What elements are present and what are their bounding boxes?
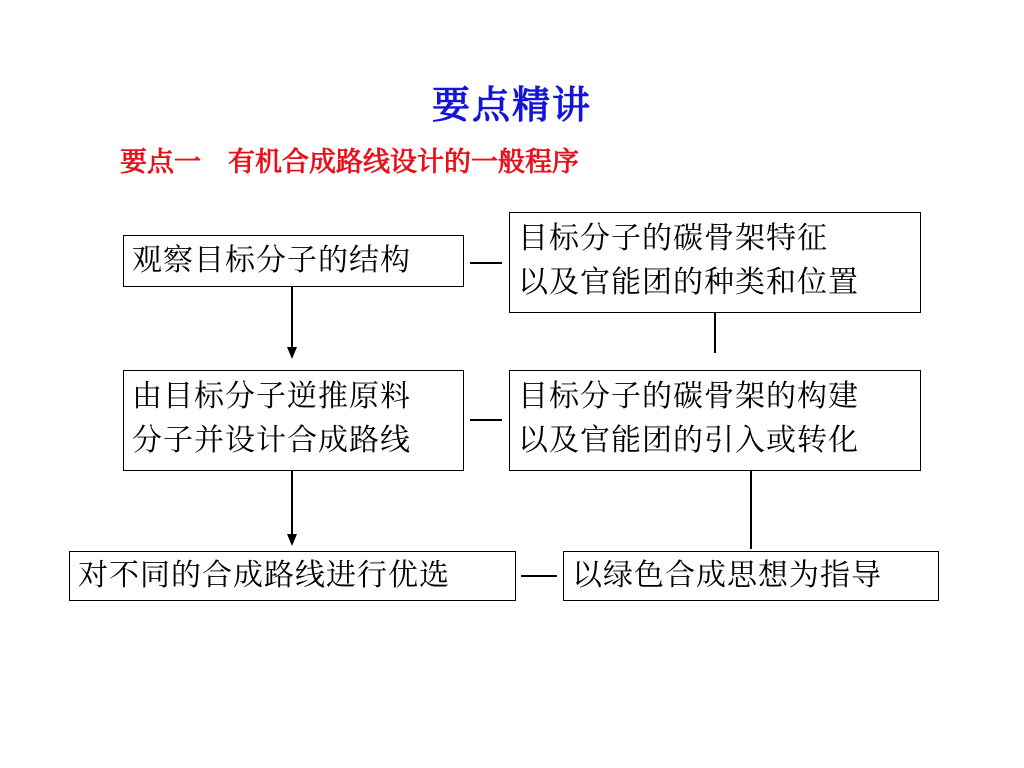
note-2-line-2: 以及官能团的引入或转化: [518, 423, 859, 458]
note-3-box: [563, 551, 939, 601]
note-3-line-1: 以绿色合成思想为指导: [572, 558, 882, 593]
section-heading: 要点一 有机合成路线设计的一般程序: [120, 147, 579, 178]
slide-title: 要点精讲: [431, 83, 592, 127]
note-2-line-1: 目标分子的碳骨架的构建: [518, 379, 859, 414]
step-1-line-1: 观察目标分子的结构: [132, 243, 411, 278]
step-3-box: [69, 551, 516, 601]
note-2-box: [509, 370, 921, 471]
connector-3: [521, 575, 557, 577]
note-1-line-1: 目标分子的碳骨架特征: [518, 221, 828, 256]
connector-1: [470, 262, 502, 264]
note-link-2: [750, 471, 752, 549]
arrow-1-head: [287, 347, 297, 359]
arrow-2-head: [287, 534, 297, 546]
step-2-box: [123, 370, 464, 471]
step-2-line-2: 分子并设计合成路线: [132, 423, 411, 458]
step-3-line-1: 对不同的合成路线进行优选: [78, 558, 450, 593]
step-1-box: [123, 235, 464, 287]
connector-2: [470, 419, 502, 421]
step-2-line-1: 由目标分子逆推原料: [132, 379, 411, 414]
arrow-2-shaft: [291, 471, 293, 534]
note-1-box: [509, 212, 921, 313]
note-1-line-2: 以及官能团的种类和位置: [518, 265, 859, 300]
note-link-1: [714, 313, 716, 353]
arrow-1-shaft: [291, 287, 293, 347]
